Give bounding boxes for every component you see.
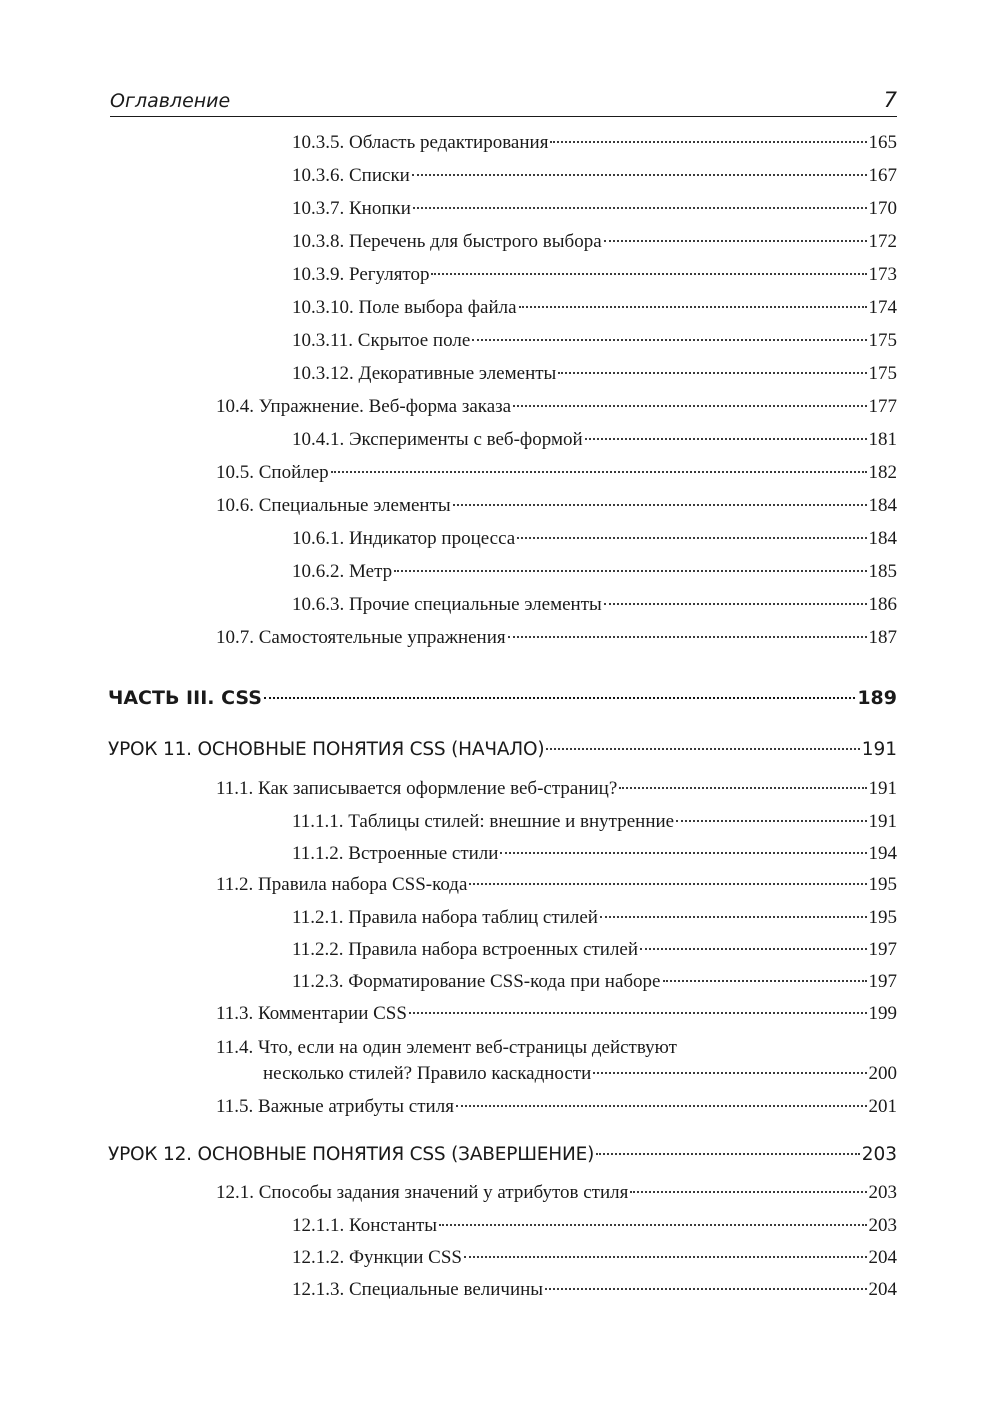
dot-leader <box>663 980 867 982</box>
toc-entry[interactable] <box>292 362 897 386</box>
toc-entry-page: 195 <box>868 907 897 928</box>
toc-entry-page: 175 <box>868 330 897 351</box>
toc-entry-label: 10.6. Специальные элементы <box>216 495 451 516</box>
dot-leader <box>464 1256 867 1258</box>
toc-entry[interactable] <box>216 1095 897 1119</box>
toc-entry[interactable] <box>292 263 897 287</box>
toc-entry[interactable] <box>292 593 897 617</box>
dot-leader <box>456 1105 867 1107</box>
toc-entry[interactable] <box>292 197 897 221</box>
toc-entry[interactable] <box>292 810 897 834</box>
toc-entry[interactable] <box>216 395 897 419</box>
dot-leader <box>550 141 866 143</box>
toc-entry-label: 11.3. Комментарии CSS <box>216 1003 407 1024</box>
toc-entry[interactable] <box>216 1181 897 1205</box>
toc-entry-page: 199 <box>868 1003 897 1024</box>
dot-leader <box>585 438 867 440</box>
toc-entry-label: УРОК 11. ОСНОВНЫЕ ПОНЯТИЯ CSS (НАЧАЛО) <box>108 739 545 760</box>
toc-entry[interactable] <box>292 906 897 930</box>
dot-leader <box>604 240 867 242</box>
toc-entry-label: 10.3.12. Декоративные элементы <box>292 363 557 384</box>
toc-entry-label: несколько стилей? Правило каскадности <box>263 1063 592 1084</box>
toc-entry-page: 184 <box>868 495 897 516</box>
toc-entry-label: 10.6.3. Прочие специальные элементы <box>292 594 602 615</box>
dot-leader <box>640 948 866 950</box>
toc-entry[interactable] <box>292 329 897 353</box>
dot-leader <box>519 306 867 308</box>
toc-entry-label: 12.1.3. Специальные величины <box>292 1279 544 1300</box>
toc-entry-page: 203 <box>868 1215 897 1236</box>
toc-entry-page: 189 <box>857 687 897 709</box>
toc-entry-page: 174 <box>868 297 897 318</box>
toc-entry[interactable] <box>292 230 897 254</box>
toc-entry-label: 11.1.1. Таблицы стилей: внешние и внутренние <box>292 811 675 832</box>
running-header <box>110 86 897 117</box>
header-page-number: 7 <box>883 88 897 112</box>
dot-leader <box>453 504 867 506</box>
toc-entry-page: 197 <box>868 971 897 992</box>
toc-entry-page: 185 <box>868 561 897 582</box>
dot-leader <box>517 537 866 539</box>
header-title: Оглавление <box>110 90 231 112</box>
toc-entry-page: 170 <box>868 198 897 219</box>
toc-entry-label-line1[interactable]: 11.4. Что, если на один элемент веб-страницы действуют <box>216 1037 677 1058</box>
dot-leader <box>469 883 866 885</box>
toc-entry-page: 197 <box>868 939 897 960</box>
toc-entry-page: 204 <box>868 1247 897 1268</box>
toc-entry-label: 11.2.3. Форматирование CSS-кода при наборе <box>292 971 661 992</box>
toc-entry-label: 11.2.1. Правила набора таблиц стилей <box>292 907 598 928</box>
toc-lesson-heading[interactable] <box>108 738 897 762</box>
toc-entry[interactable] <box>216 461 897 485</box>
toc-entry-label: 10.4. Упражнение. Веб-форма заказа <box>216 396 512 417</box>
toc-entry-label: 10.3.5. Область редактирования <box>292 132 549 153</box>
toc-lesson-heading[interactable] <box>108 1143 897 1167</box>
toc-entry-label: 10.6.2. Метр <box>292 561 393 582</box>
toc-entry-page: 184 <box>868 528 897 549</box>
toc-entry-label: 10.3.11. Скрытое поле <box>292 330 471 351</box>
toc-entry[interactable] <box>292 296 897 320</box>
dot-leader <box>593 1072 866 1074</box>
toc-entry-page: 186 <box>868 594 897 615</box>
toc-entry-label: 10.6.1. Индикатор процесса <box>292 528 516 549</box>
toc-entry-page: 165 <box>868 132 897 153</box>
dot-leader <box>513 405 866 407</box>
toc-entry-label: 11.2. Правила набора CSS-кода <box>216 874 468 895</box>
dot-leader <box>331 471 867 473</box>
toc-entry-label: 11.1. Как записывается оформление веб-страниц? <box>216 778 618 799</box>
toc-entry[interactable] <box>216 777 897 801</box>
dot-leader <box>676 820 866 822</box>
toc-entry[interactable] <box>292 560 897 584</box>
toc-entry[interactable] <box>292 164 897 188</box>
dot-leader <box>412 174 867 176</box>
toc-entry-label: 11.5. Важные атрибуты стиля <box>216 1096 454 1117</box>
dot-leader <box>630 1191 866 1193</box>
toc-entry[interactable] <box>292 1214 897 1238</box>
dot-leader <box>546 748 859 750</box>
toc-entry[interactable] <box>292 428 897 452</box>
toc-entry-page: 200 <box>868 1063 897 1084</box>
toc-entry-page: 191 <box>868 778 897 799</box>
toc-part-heading[interactable] <box>108 686 897 710</box>
dot-leader <box>545 1288 866 1290</box>
toc-entry-label: 10.5. Спойлер <box>216 462 329 483</box>
dot-leader <box>500 852 866 854</box>
dot-leader <box>439 1224 866 1226</box>
toc-entry[interactable] <box>216 626 897 650</box>
toc-entry-page: 181 <box>868 429 897 450</box>
toc-entry[interactable] <box>292 842 897 866</box>
toc-entry-page: 194 <box>868 843 897 864</box>
toc-entry-label: 12.1.1. Константы <box>292 1215 438 1236</box>
toc-entry-page: 201 <box>868 1096 897 1117</box>
toc-entry-label: 12.1. Способы задания значений у атрибутов стиля <box>216 1182 629 1203</box>
toc-entry-label: 11.2.2. Правила набора встроенных стилей <box>292 939 639 960</box>
toc-entry[interactable] <box>292 527 897 551</box>
toc-entry[interactable] <box>216 1002 897 1026</box>
toc-entry-label: 10.3.10. Поле выбора файла <box>292 297 517 318</box>
toc-entry-label: 10.7. Самостоятельные упражнения <box>216 627 506 648</box>
toc-entry-page: 195 <box>868 874 897 895</box>
toc-entry[interactable] <box>292 1246 897 1270</box>
toc-entry[interactable] <box>216 873 897 897</box>
toc-entry-page: 187 <box>868 627 897 648</box>
toc-entry-label: 10.3.8. Перечень для быстрого выбора <box>292 231 602 252</box>
toc-entry[interactable] <box>292 1278 897 1302</box>
toc-entry-page: 182 <box>868 462 897 483</box>
toc-entry-page: 172 <box>868 231 897 252</box>
toc-entry-label: ЧАСТЬ III. CSS <box>108 687 262 709</box>
toc-entry-label: 10.3.7. Кнопки <box>292 198 411 219</box>
toc-entry-page: 203 <box>861 1144 897 1165</box>
toc-entry-label: 12.1.2. Функции CSS <box>292 1247 462 1268</box>
toc-entry-label: 10.3.9. Регулятор <box>292 264 430 285</box>
toc-entry-page: 203 <box>868 1182 897 1203</box>
dot-leader <box>394 570 866 572</box>
toc-entry-label: УРОК 12. ОСНОВНЫЕ ПОНЯТИЯ CSS (ЗАВЕРШЕНИЕ) <box>108 1144 595 1165</box>
toc-entry[interactable] <box>216 494 897 518</box>
toc-entry-page: 175 <box>868 363 897 384</box>
toc-entry[interactable] <box>292 131 897 155</box>
toc-entry-label: 11.1.2. Встроенные стили <box>292 843 499 864</box>
dot-leader <box>558 372 866 374</box>
dot-leader <box>508 636 867 638</box>
dot-leader <box>264 697 855 699</box>
dot-leader <box>604 603 867 605</box>
dot-leader <box>409 1012 867 1014</box>
toc-entry[interactable] <box>292 970 897 994</box>
dot-leader <box>413 207 867 209</box>
toc-entry-page: 167 <box>868 165 897 186</box>
toc-entry-label: 10.4.1. Эксперименты с веб-формой <box>292 429 583 450</box>
dot-leader <box>596 1153 860 1155</box>
toc-entry-page: 177 <box>868 396 897 417</box>
toc-entry[interactable] <box>292 938 897 962</box>
dot-leader <box>431 273 866 275</box>
dot-leader <box>600 916 867 918</box>
toc-entry-page: 191 <box>868 811 897 832</box>
toc-entry-page: 191 <box>861 739 897 760</box>
toc-entry[interactable] <box>263 1062 897 1086</box>
toc-entry-page: 204 <box>868 1279 897 1300</box>
dot-leader <box>619 787 866 789</box>
toc-entry-page: 173 <box>868 264 897 285</box>
dot-leader <box>472 339 866 341</box>
toc-entry-label: 10.3.6. Списки <box>292 165 410 186</box>
